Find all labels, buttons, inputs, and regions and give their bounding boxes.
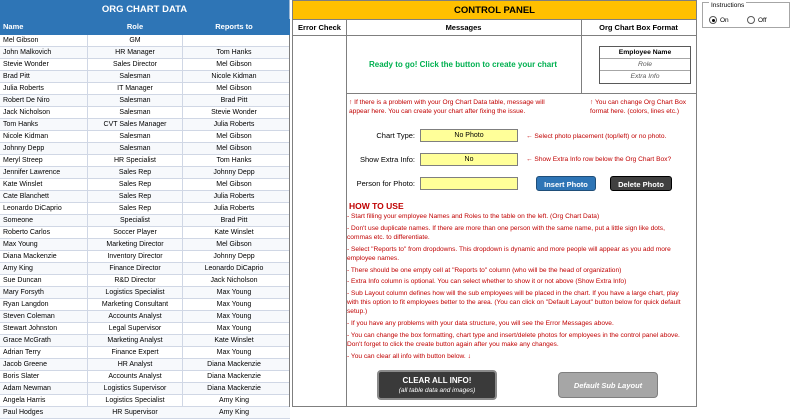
cell-reports-to[interactable]: Max Young — [216, 301, 252, 308]
column-divider — [182, 35, 183, 407]
cell-name[interactable]: Robert De Niro — [3, 97, 50, 104]
clear-button-sublabel: (all table data and images) — [398, 387, 476, 394]
org-chart-data-table — [0, 0, 290, 416]
cell-name[interactable]: Adam Newman — [3, 385, 51, 392]
header-box-format: Org Chart Box Format — [599, 23, 678, 32]
cell-reports-to[interactable]: Tom Hanks — [216, 157, 252, 164]
person-photo-label: Person for Photo: — [356, 179, 415, 188]
cell-role[interactable]: Logistics Specialist — [105, 397, 165, 404]
control-panel — [292, 0, 697, 407]
box-role: Role — [600, 59, 690, 71]
org-table-header — [0, 19, 290, 35]
cell-role[interactable]: Accounts Analyst — [108, 373, 162, 380]
cell-name[interactable]: Diana Mackenzie — [3, 253, 57, 260]
cell-name[interactable]: Leonardo DiCaprio — [3, 205, 62, 212]
cell-role[interactable]: Salesman — [119, 133, 151, 140]
table-right-border — [289, 35, 290, 407]
radio-off-label: Off — [758, 16, 767, 24]
cell-role[interactable]: Logistics Supervisor — [103, 385, 167, 392]
table-row — [0, 47, 290, 59]
cell-reports-to[interactable]: Julia Roberts — [213, 205, 255, 212]
table-row — [0, 59, 290, 71]
header-name: Name — [3, 22, 24, 31]
cell-role[interactable]: Sales Rep — [118, 205, 152, 212]
cell-name[interactable]: Julia Roberts — [3, 85, 44, 92]
cell-name[interactable]: Angela Harris — [3, 397, 46, 404]
cell-name[interactable]: Tom Hanks — [3, 121, 39, 128]
table-row — [0, 95, 290, 107]
org-chart-box-format[interactable] — [599, 46, 691, 84]
cell-name[interactable]: Paul Hodges — [3, 409, 44, 416]
control-panel-header — [293, 20, 696, 36]
cell-role[interactable]: Sales Rep — [118, 193, 152, 200]
howto-line: - Extra Info column is optional. You can select whether to show it or not above (Show Extra Info) — [347, 278, 627, 286]
cell-role[interactable]: Legal Supervisor — [108, 325, 162, 332]
table-row — [0, 335, 290, 347]
chart-type-note: ← Select photo placement (top/left) or no photo. — [526, 133, 667, 140]
cell-name[interactable]: Grace McGrath — [3, 337, 51, 344]
cell-reports-to[interactable]: Diana Mackenzie — [207, 361, 261, 368]
insert-photo-button[interactable]: Insert Photo — [536, 176, 596, 191]
table-row — [0, 323, 290, 335]
howto-line: - If you have any problems with your data structure, you will see the Error Messages above. — [347, 320, 614, 328]
table-row — [0, 407, 290, 419]
radio-unselected-icon — [747, 16, 755, 24]
cell-role[interactable]: Marketing Analyst — [107, 337, 163, 344]
cell-role[interactable]: Salesman — [119, 73, 151, 80]
org-table-body — [0, 35, 290, 419]
cell-reports-to[interactable]: Johnny Depp — [213, 169, 255, 176]
table-row — [0, 227, 290, 239]
cell-name[interactable]: Ryan Langdon — [3, 301, 49, 308]
table-row — [0, 107, 290, 119]
table-row — [0, 191, 290, 203]
table-row — [0, 155, 290, 167]
cell-role[interactable]: Finance Expert — [111, 349, 159, 356]
cell-reports-to[interactable]: Max Young — [216, 289, 252, 296]
cell-reports-to[interactable]: Amy King — [219, 409, 249, 416]
cell-reports-to[interactable]: Mel Gibson — [216, 133, 252, 140]
cell-name[interactable]: Kate Winslet — [3, 181, 43, 188]
cell-role[interactable]: CVT Sales Manager — [103, 121, 167, 128]
cell-reports-to[interactable]: Max Young — [216, 325, 252, 332]
default-sub-layout-button[interactable]: Default Sub Layout — [558, 372, 658, 398]
table-row — [0, 119, 290, 131]
cell-role[interactable]: Salesman — [119, 109, 151, 116]
cell-role[interactable]: Inventory Director — [107, 253, 163, 260]
header-messages: Messages — [445, 23, 482, 32]
table-row — [0, 263, 290, 275]
cell-reports-to[interactable]: Mel Gibson — [216, 145, 252, 152]
cell-name[interactable]: Nicole Kidman — [3, 133, 49, 140]
cell-reports-to[interactable]: Mel Gibson — [216, 85, 252, 92]
how-to-use-title: HOW TO USE — [349, 201, 404, 211]
table-row — [0, 179, 290, 191]
header-reports-to: Reports to — [215, 22, 253, 31]
org-table-title: ORG CHART DATA — [0, 0, 290, 19]
cell-name[interactable]: Amy King — [3, 265, 33, 272]
instructions-off-radio[interactable] — [747, 16, 767, 24]
table-row — [0, 215, 290, 227]
cell-reports-to[interactable]: Max Young — [216, 349, 252, 356]
cell-reports-to[interactable]: Julia Roberts — [213, 193, 255, 200]
cell-name[interactable]: John Malkovich — [3, 49, 52, 56]
cell-name[interactable]: Brad Pitt — [3, 73, 30, 80]
cell-name[interactable]: Max Young — [3, 241, 38, 248]
table-row — [0, 287, 290, 299]
delete-photo-button[interactable]: Delete Photo — [610, 176, 672, 191]
cell-reports-to[interactable]: Jack Nicholson — [210, 277, 258, 284]
cell-name[interactable]: Boris Slater — [3, 373, 40, 380]
cell-role[interactable]: HR Manager — [115, 49, 155, 56]
cell-reports-to[interactable]: Mel Gibson — [216, 181, 252, 188]
radio-on-label: On — [720, 16, 729, 24]
table-row — [0, 251, 290, 263]
column-divider — [87, 35, 88, 407]
table-row — [0, 131, 290, 143]
cell-name[interactable]: Jacob Greene — [3, 361, 47, 368]
extra-info-note: ← Show Extra Info row below the Org Chart Box? — [526, 156, 672, 163]
cell-reports-to[interactable]: Julia Roberts — [213, 121, 255, 128]
chart-type-label: Chart Type: — [376, 131, 415, 140]
cell-name[interactable]: Steven Coleman — [3, 313, 55, 320]
cell-name[interactable]: Jack Nicholson — [3, 109, 51, 116]
cell-name[interactable]: Adrian Terry — [3, 349, 41, 356]
cell-name[interactable]: Someone — [3, 217, 33, 224]
cell-reports-to[interactable]: Diana Mackenzie — [207, 385, 261, 392]
format-note: ↑ You can change Org Chart Box format here. (colors, lines etc.) — [590, 99, 687, 115]
header-error-check: Error Check — [298, 23, 341, 32]
cell-reports-to[interactable]: Johnny Depp — [213, 253, 255, 260]
cell-role[interactable]: Accounts Analyst — [108, 313, 162, 320]
table-row — [0, 83, 290, 95]
howto-line: - There should be one empty cell at "Reports to" column (who will be the head of organization) — [347, 266, 622, 274]
messages-bottom-border — [346, 93, 696, 94]
instructions-toggle-group — [702, 2, 790, 28]
cell-name[interactable]: Stewart Johnston — [3, 325, 58, 332]
table-row — [0, 35, 290, 47]
table-row — [0, 395, 290, 407]
cell-name[interactable]: Mel Gibson — [3, 37, 39, 44]
cell-name[interactable]: Johnny Depp — [3, 145, 45, 152]
control-panel-title: CONTROL PANEL — [293, 1, 696, 20]
cell-reports-to[interactable]: Mel Gibson — [216, 61, 252, 68]
extra-info-label: Show Extra Info: — [359, 155, 415, 164]
table-row — [0, 143, 290, 155]
cell-role[interactable]: Finance Director — [109, 265, 161, 272]
cell-reports-to[interactable]: Max Young — [216, 313, 252, 320]
format-column-divider — [581, 20, 582, 93]
extra-info-select[interactable]: No — [420, 153, 518, 166]
cell-role[interactable]: IT Manager — [117, 85, 153, 92]
cell-role[interactable]: Marketing Consultant — [101, 301, 169, 308]
instructions-on-radio[interactable] — [709, 16, 729, 24]
error-note: ↑ If there is a problem with your Org Chart Data table, message will appear here. You can create your chart after fixing the issue. — [349, 99, 545, 115]
cell-reports-to[interactable]: Amy King — [219, 397, 249, 404]
cell-role[interactable]: R&D Director — [114, 277, 156, 284]
box-extra-info: Extra Info — [630, 73, 660, 80]
table-row — [0, 359, 290, 371]
cell-reports-to[interactable]: Stevie Wonder — [211, 109, 257, 116]
howto-line: - Select "Reports to" from dropdowns. This dropdown is dynamic and more people will appear as you add more employee names. — [347, 245, 671, 262]
cell-reports-to[interactable]: Brad Pitt — [220, 217, 248, 224]
table-row — [0, 299, 290, 311]
cell-role[interactable]: Soccer Player — [113, 229, 157, 236]
cell-reports-to[interactable]: Diana Mackenzie — [207, 373, 261, 380]
table-row — [0, 371, 290, 383]
table-row — [0, 203, 290, 215]
cell-role[interactable]: Logistics Specialist — [105, 289, 165, 296]
how-to-use-text — [347, 213, 687, 365]
clear-all-info-button[interactable] — [377, 370, 497, 400]
cell-name[interactable]: Meryl Streep — [3, 157, 43, 164]
cell-reports-to[interactable]: Nicole Kidman — [211, 73, 257, 80]
cell-name[interactable]: Mary Forsyth — [3, 289, 44, 296]
cell-name[interactable]: Cate Blanchett — [3, 193, 49, 200]
cell-role[interactable]: Sales Rep — [118, 169, 152, 176]
person-photo-select[interactable] — [420, 177, 518, 190]
cell-role[interactable]: Marketing Director — [106, 241, 164, 248]
cell-name[interactable]: Jennifer Lawrence — [3, 169, 61, 176]
cell-reports-to[interactable]: Tom Hanks — [216, 49, 252, 56]
cell-role[interactable]: Salesman — [119, 97, 151, 104]
table-row — [0, 311, 290, 323]
cell-name[interactable]: Sue Duncan — [3, 277, 42, 284]
cell-role[interactable]: HR Analyst — [117, 361, 153, 368]
radio-selected-icon — [709, 16, 717, 24]
cell-role[interactable]: HR Specialist — [113, 157, 156, 164]
howto-line: - Don't use duplicate names. If there are more than one person with the same name, put a little sign like dots, commas etc. to differentiate. — [347, 224, 665, 241]
table-row — [0, 71, 290, 83]
table-row — [0, 167, 290, 179]
cell-role[interactable]: GM — [129, 37, 141, 44]
table-row — [0, 239, 290, 251]
howto-line: - Sub Layout column defines how will the sub employees will be placed in the chart. If you have a large chart, play with this option to fit employees better to the area. (You can click on "Default Layout" button below for quick default setup.) — [347, 290, 681, 316]
table-row — [0, 347, 290, 359]
table-row — [0, 275, 290, 287]
cell-role[interactable]: HR Supervisor — [112, 409, 158, 416]
cell-role[interactable]: Sales Rep — [118, 181, 152, 188]
chart-type-select[interactable]: No Photo — [420, 129, 518, 142]
cell-reports-to[interactable]: Leonardo DiCaprio — [204, 265, 264, 272]
howto-line: - You can clear all info with button below. ↓ — [347, 352, 471, 360]
clear-button-label: CLEAR ALL INFO! — [402, 376, 472, 385]
cell-name[interactable]: Roberto Carlos — [3, 229, 51, 236]
header-role: Role — [126, 22, 144, 31]
cell-reports-to[interactable]: Kate Winslet — [214, 229, 254, 236]
box-employee-name: Employee Name — [600, 47, 690, 59]
cell-reports-to[interactable]: Kate Winslet — [214, 337, 254, 344]
table-row — [0, 383, 290, 395]
cell-role[interactable]: Sales Director — [113, 61, 157, 68]
cell-name[interactable]: Stevie Wonder — [3, 61, 49, 68]
howto-line: - Start filling your employee Names and Roles to the table on the left. (Org Chart Data) — [347, 213, 600, 220]
cell-reports-to[interactable]: Mel Gibson — [216, 241, 252, 248]
cell-reports-to[interactable]: Brad Pitt — [220, 97, 248, 104]
cell-role[interactable]: Specialist — [120, 217, 150, 224]
status-message: Ready to go! Click the button to create your chart — [348, 38, 578, 92]
instructions-legend: Instructions — [711, 2, 745, 9]
howto-line: - You can change the box formatting, chart type and insert/delete photos for employees in the control panel above. Don't forget to click the create button again after you make any changes. — [347, 331, 680, 348]
cell-role[interactable]: Salesman — [119, 145, 151, 152]
